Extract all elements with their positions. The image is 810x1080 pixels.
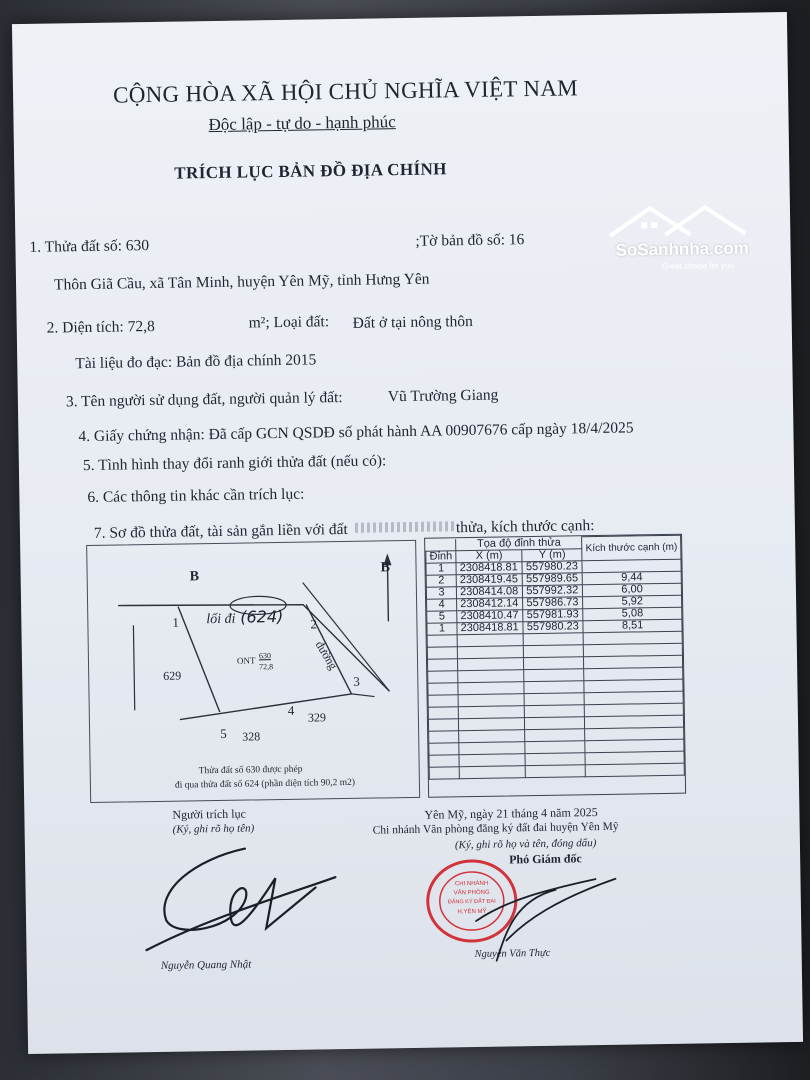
neighbor-329: 329 xyxy=(307,710,326,725)
coord-cell-p: 1 xyxy=(427,622,457,634)
left-signature xyxy=(125,837,357,961)
stamp-line-4: H.YÊN MỸ xyxy=(457,908,487,916)
coord-empty-cell xyxy=(526,764,586,777)
sketch-note-1: Thửa đất số 630 được phép xyxy=(198,764,303,777)
cadastral-extract-document xyxy=(12,12,803,1054)
watermark xyxy=(605,199,756,281)
road-label: đường xyxy=(312,638,341,672)
sketch-title-a: 7. Sơ đồ thửa đất, tài sản gắn liền với đất xyxy=(93,520,348,542)
coord-empty-cell xyxy=(429,742,459,754)
coord-empty-cell xyxy=(458,681,524,694)
coord-empty-cell xyxy=(458,705,524,718)
sign-date: Yên Mỹ, ngày 21 tháng 4 năm 2025 xyxy=(424,805,598,822)
left-signer-title: Người trích lục xyxy=(172,806,246,822)
coord-empty-cell xyxy=(525,740,585,753)
point-label-5: 5 xyxy=(220,725,227,741)
sketch-title-b: thửa, kích thước cạnh: xyxy=(455,517,595,537)
parcel-bottom-boundary xyxy=(180,694,352,720)
coord-empty-cell xyxy=(429,766,459,778)
coord-cell-p: 4 xyxy=(427,598,457,610)
owner-label: 3. Tên người sử dụng đất, người quản lý đất: xyxy=(65,389,343,411)
coord-cell-y: 557980.23 xyxy=(522,560,582,573)
coord-empty-cell xyxy=(428,682,458,694)
coord-empty-cell xyxy=(525,716,585,729)
coord-empty-rows xyxy=(427,631,684,779)
parcel-code: ONT xyxy=(236,655,256,666)
watermark-tagline: Great choice for you xyxy=(661,260,734,271)
coord-cell-len: 5,08 xyxy=(583,607,682,621)
parcel-code-area: 72,8 xyxy=(259,662,274,672)
col-y: Y (m) xyxy=(522,548,582,561)
coord-cell-x: 2308418.81 xyxy=(456,561,522,574)
coord-cell-y: 557980.23 xyxy=(523,620,583,633)
coord-cell-x: 2308410.47 xyxy=(457,609,523,622)
redacted-text xyxy=(355,521,455,533)
coord-cell-y: 557986.73 xyxy=(523,596,583,609)
motto: Độc lập - tự do - hạnh phúc xyxy=(208,112,396,135)
watermark-brand: SoSanhnha.com xyxy=(615,238,749,260)
coord-empty-cell xyxy=(459,729,525,742)
coord-empty-cell xyxy=(525,728,585,741)
neighbor-629: 629 xyxy=(163,668,182,683)
stamp-line-3: ĐĂNG KÝ ĐẤT ĐAI xyxy=(447,898,496,906)
certificate-info: 4. Giấy chứng nhận: Đã cấp GCN QSDĐ số phát hành AA 00907676 cấp ngày 18/4/2025 xyxy=(78,419,634,446)
right-signer-name: Nguyễn Văn Thực xyxy=(474,947,551,960)
path-handwritten-number: (624) xyxy=(240,606,284,627)
left-signer-hint: (Ký, ghi rõ họ tên) xyxy=(172,822,255,836)
coord-empty-cell xyxy=(457,633,523,646)
coord-cell-len: 6,00 xyxy=(583,583,682,597)
coord-empty-cell xyxy=(429,730,459,742)
coord-empty-cell xyxy=(457,645,523,658)
neighbor-boundary xyxy=(133,625,134,710)
coord-cell-p: 2 xyxy=(426,574,456,586)
parcel-address: Thôn Giã Cầu, xã Tân Minh, huyện Yên Mỹ, tỉnh Hưng Yên xyxy=(53,270,430,294)
coord-cell-p: 5 xyxy=(427,610,457,622)
coord-empty-cell xyxy=(524,692,584,705)
boundary-change: 5. Tình hình thay đổi ranh giới thửa đất (nếu có): xyxy=(82,452,387,475)
coord-empty-cell xyxy=(459,765,525,778)
neighbor-328: 328 xyxy=(242,729,261,744)
area-label: 2. Diện tích: 72,8 xyxy=(46,317,155,337)
coord-empty-cell xyxy=(428,706,458,718)
nation-heading: CỘNG HÒA XÃ HỘI CHỦ NGHĨA VIỆT NAM xyxy=(112,75,579,108)
map-sheet-number: ;Tờ bản đồ số: 16 xyxy=(415,231,525,250)
document-title: TRÍCH LỤC BẢN ĐỒ ĐỊA CHÍNH xyxy=(174,159,447,183)
stamp-line-1: CHI NHÁNH xyxy=(454,880,489,888)
coord-empty-cell xyxy=(428,718,458,730)
coord-cell-len: 5,92 xyxy=(583,595,682,609)
coord-cell-y: 557981.93 xyxy=(523,608,583,621)
coord-empty-cell xyxy=(427,634,457,646)
coord-empty-cell xyxy=(586,763,685,777)
coord-empty-cell xyxy=(427,658,457,670)
road-edge xyxy=(303,581,390,692)
coord-empty-cell xyxy=(524,668,584,681)
coord-empty-cell xyxy=(525,752,585,765)
sketch-note-2: đi qua thửa đất số 624 (phần diện tích 90,2 m2) xyxy=(174,777,356,791)
coord-empty-cell xyxy=(524,656,584,669)
coord-empty-cell xyxy=(523,632,583,645)
right-signer-title: Phó Giám đốc xyxy=(509,851,582,867)
col-edge-length: Kích thước cạnh (m) xyxy=(582,535,681,560)
right-signer-hint: (Ký, ghi rõ họ và tên, đóng dấu) xyxy=(454,837,597,852)
coord-empty-cell xyxy=(458,693,524,706)
path-label: lối đi xyxy=(206,611,236,628)
left-signer-name: Nguyễn Quang Nhật xyxy=(160,958,252,972)
coord-empty-cell xyxy=(428,670,458,682)
coord-cell-len: 8,51 xyxy=(583,619,682,633)
coord-cell-y: 557992.32 xyxy=(523,584,583,597)
coord-empty-cell xyxy=(427,646,457,658)
coord-cell-y: 557989.65 xyxy=(523,572,583,585)
owner-name: Vũ Trường Giang xyxy=(387,386,499,406)
col-point: Đỉnh xyxy=(426,550,456,562)
coord-empty-cell xyxy=(459,741,525,754)
coord-cell-x: 2308418.81 xyxy=(457,621,523,634)
land-type: Đất ở tại nông thôn xyxy=(352,312,473,332)
north-label: B xyxy=(189,569,200,585)
area-unit: m²; Loại đất: xyxy=(248,313,330,332)
house-logo-icon xyxy=(605,199,756,241)
stamp-line-2: VĂN PHÒNG xyxy=(453,889,490,897)
parcel-number: 1. Thửa đất số: 630 xyxy=(29,237,150,256)
coord-empty-row xyxy=(429,763,684,779)
coord-empty-cell xyxy=(459,717,525,730)
coord-empty-cell xyxy=(429,754,459,766)
coord-cell-p: 3 xyxy=(426,586,456,598)
point-label-2: 2 xyxy=(310,616,318,632)
point-label-1: 1 xyxy=(172,614,179,630)
coord-cell-x: 2308419.45 xyxy=(456,573,522,586)
coord-empty-cell xyxy=(428,694,458,706)
coord-empty-cell xyxy=(525,704,585,717)
survey-document: Tài liệu đo đạc: Bản đồ địa chính 2015 xyxy=(75,351,317,373)
coord-empty-cell xyxy=(524,680,584,693)
coordinate-table xyxy=(425,535,685,779)
coord-cell-len: 9,44 xyxy=(583,571,682,585)
road-stub xyxy=(352,694,375,697)
coord-empty-cell xyxy=(458,657,524,670)
point-label-3: 3 xyxy=(353,673,360,689)
coord-cell-x: 2308412.14 xyxy=(457,597,523,610)
parcel-code-number: 630 xyxy=(258,651,271,661)
parcel-sketch xyxy=(86,540,420,803)
coord-empty-cell xyxy=(524,644,584,657)
other-info: 6. Các thông tin khác cần trích lục: xyxy=(87,485,305,507)
north-label-right: B xyxy=(380,560,391,576)
col-x: X (m) xyxy=(456,549,522,562)
sketch-drawing xyxy=(87,541,419,802)
coord-cell-x: 2308414.08 xyxy=(456,585,522,598)
coord-empty-cell xyxy=(459,753,525,766)
point-label-4: 4 xyxy=(287,702,295,718)
office-name: Chi nhánh Văn phòng đăng ký đất đai huyện Yên Mỹ xyxy=(372,820,619,837)
coord-title: Tọa độ đỉnh thửa xyxy=(456,537,582,550)
coord-cell-p: 1 xyxy=(426,562,456,574)
coord-rows xyxy=(426,559,682,635)
coordinate-table-frame xyxy=(424,534,686,798)
coord-empty-cell xyxy=(458,669,524,682)
